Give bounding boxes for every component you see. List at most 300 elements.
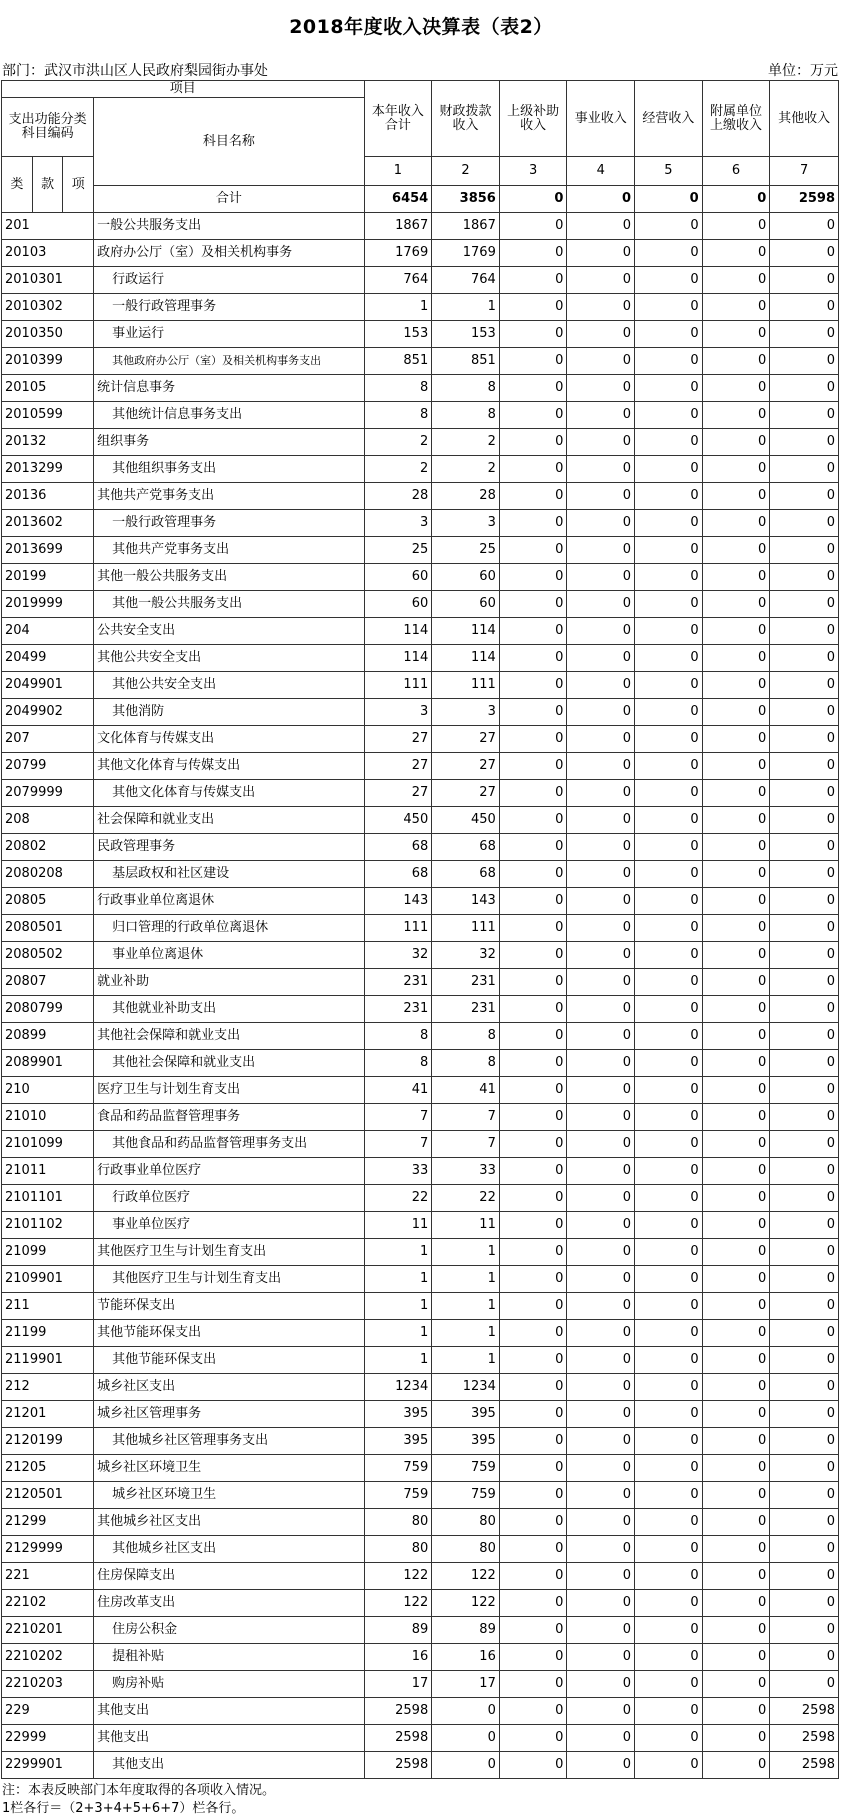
row-name: 事业运行 xyxy=(94,321,364,348)
row-value: 0 xyxy=(635,672,703,699)
table-row xyxy=(2,1536,839,1563)
row-value: 0 xyxy=(567,1482,635,1509)
row-value: 759 xyxy=(364,1482,432,1509)
row-value: 0 xyxy=(635,1293,703,1320)
row-code: 2080799 xyxy=(2,996,94,1023)
row-code: 208 xyxy=(2,807,94,834)
row-value: 231 xyxy=(432,996,500,1023)
row-code: 21010 xyxy=(2,1104,94,1131)
row-value: 0 xyxy=(567,321,635,348)
row-value: 0 xyxy=(499,1185,567,1212)
row-value: 0 xyxy=(635,240,703,267)
row-value: 0 xyxy=(567,537,635,564)
row-value: 0 xyxy=(499,348,567,375)
row-name: 归口管理的行政单位离退休 xyxy=(94,915,364,942)
row-value: 764 xyxy=(364,267,432,294)
row-value: 80 xyxy=(432,1536,500,1563)
row-value: 0 xyxy=(770,483,839,510)
row-value: 0 xyxy=(635,834,703,861)
row-value: 0 xyxy=(702,1347,770,1374)
row-name: 其他社会保障和就业支出 xyxy=(94,1050,364,1077)
row-value: 0 xyxy=(635,537,703,564)
row-value: 0 xyxy=(432,1725,500,1752)
total-value: 0 xyxy=(567,186,635,213)
row-value: 0 xyxy=(499,618,567,645)
table-row xyxy=(2,1347,839,1374)
row-value: 0 xyxy=(702,1104,770,1131)
row-value: 0 xyxy=(635,1320,703,1347)
table-row xyxy=(2,618,839,645)
row-value: 0 xyxy=(702,969,770,996)
row-name: 其他共产党事务支出 xyxy=(94,483,364,510)
row-name: 提租补贴 xyxy=(94,1644,364,1671)
row-value: 0 xyxy=(499,834,567,861)
table-row xyxy=(2,645,839,672)
row-value: 8 xyxy=(432,402,500,429)
row-name: 行政运行 xyxy=(94,267,364,294)
row-value: 0 xyxy=(770,1158,839,1185)
row-value: 0 xyxy=(499,267,567,294)
row-name: 节能环保支出 xyxy=(94,1293,364,1320)
row-value: 1867 xyxy=(364,213,432,240)
row-value: 0 xyxy=(702,1644,770,1671)
row-value: 0 xyxy=(499,321,567,348)
row-value: 7 xyxy=(364,1131,432,1158)
row-value: 27 xyxy=(432,726,500,753)
table-row xyxy=(2,321,839,348)
header-row-item xyxy=(2,81,839,98)
row-value: 0 xyxy=(567,1617,635,1644)
row-value: 0 xyxy=(635,321,703,348)
row-value: 0 xyxy=(499,294,567,321)
row-code: 20805 xyxy=(2,888,94,915)
row-value: 0 xyxy=(635,456,703,483)
total-value: 3856 xyxy=(432,186,500,213)
table-row xyxy=(2,1725,839,1752)
row-value: 2598 xyxy=(770,1698,839,1725)
row-value: 0 xyxy=(567,1239,635,1266)
row-value: 0 xyxy=(499,996,567,1023)
row-value: 0 xyxy=(770,1536,839,1563)
table-row xyxy=(2,1671,839,1698)
table-row xyxy=(2,1320,839,1347)
row-value: 122 xyxy=(364,1590,432,1617)
row-code: 20105 xyxy=(2,375,94,402)
row-value: 0 xyxy=(499,1536,567,1563)
row-value: 114 xyxy=(432,618,500,645)
header-col-number: 5 xyxy=(635,157,703,186)
row-code: 20136 xyxy=(2,483,94,510)
row-value: 1 xyxy=(364,1266,432,1293)
row-code: 21199 xyxy=(2,1320,94,1347)
row-value: 0 xyxy=(702,1293,770,1320)
row-value: 0 xyxy=(702,1671,770,1698)
row-code: 221 xyxy=(2,1563,94,1590)
row-value: 0 xyxy=(635,618,703,645)
row-value: 11 xyxy=(432,1212,500,1239)
row-value: 0 xyxy=(702,267,770,294)
row-value: 0 xyxy=(499,537,567,564)
row-value: 0 xyxy=(635,1455,703,1482)
row-name: 公共安全支出 xyxy=(94,618,364,645)
row-value: 0 xyxy=(635,1239,703,1266)
table-row xyxy=(2,1752,839,1779)
row-value: 0 xyxy=(567,834,635,861)
row-value: 7 xyxy=(432,1131,500,1158)
row-code: 2120199 xyxy=(2,1428,94,1455)
row-value: 114 xyxy=(432,645,500,672)
row-value: 0 xyxy=(567,564,635,591)
row-value: 0 xyxy=(499,1752,567,1779)
table-row xyxy=(2,1401,839,1428)
row-value: 0 xyxy=(499,1401,567,1428)
header-col-4: 事业收入 xyxy=(567,81,635,157)
row-value: 0 xyxy=(635,726,703,753)
row-value: 68 xyxy=(364,834,432,861)
row-value: 0 xyxy=(770,1401,839,1428)
row-value: 0 xyxy=(702,1428,770,1455)
row-value: 0 xyxy=(635,1590,703,1617)
row-value: 395 xyxy=(364,1401,432,1428)
row-value: 0 xyxy=(770,267,839,294)
row-value: 0 xyxy=(499,1023,567,1050)
row-value: 0 xyxy=(567,1752,635,1779)
row-value: 0 xyxy=(702,1401,770,1428)
row-value: 0 xyxy=(499,1293,567,1320)
row-value: 17 xyxy=(432,1671,500,1698)
row-value: 2598 xyxy=(770,1725,839,1752)
row-value: 0 xyxy=(567,1590,635,1617)
row-value: 0 xyxy=(567,1644,635,1671)
row-value: 0 xyxy=(702,726,770,753)
row-value: 0 xyxy=(499,1563,567,1590)
row-value: 32 xyxy=(432,942,500,969)
row-value: 122 xyxy=(364,1563,432,1590)
row-value: 0 xyxy=(499,1347,567,1374)
row-value: 0 xyxy=(635,699,703,726)
row-code: 2210202 xyxy=(2,1644,94,1671)
row-value: 25 xyxy=(432,537,500,564)
row-value: 111 xyxy=(364,672,432,699)
total-value: 0 xyxy=(635,186,703,213)
row-value: 0 xyxy=(770,834,839,861)
row-value: 0 xyxy=(770,456,839,483)
row-name: 其他公共安全支出 xyxy=(94,672,364,699)
row-value: 0 xyxy=(770,213,839,240)
row-value: 0 xyxy=(567,429,635,456)
row-value: 0 xyxy=(702,1131,770,1158)
row-value: 0 xyxy=(567,1428,635,1455)
row-value: 0 xyxy=(702,1077,770,1104)
row-code: 212 xyxy=(2,1374,94,1401)
row-value: 1 xyxy=(364,1293,432,1320)
row-value: 0 xyxy=(567,1671,635,1698)
row-value: 28 xyxy=(364,483,432,510)
row-value: 111 xyxy=(432,915,500,942)
row-value: 2 xyxy=(364,456,432,483)
row-value: 0 xyxy=(702,1455,770,1482)
row-code: 2089901 xyxy=(2,1050,94,1077)
row-value: 1 xyxy=(364,1347,432,1374)
row-value: 0 xyxy=(635,807,703,834)
table-row xyxy=(2,1212,839,1239)
row-value: 0 xyxy=(702,1509,770,1536)
row-value: 0 xyxy=(702,834,770,861)
row-name: 城乡社区管理事务 xyxy=(94,1401,364,1428)
header-col-1: 本年收入合计 xyxy=(364,81,432,157)
row-value: 231 xyxy=(364,969,432,996)
row-value: 0 xyxy=(567,1509,635,1536)
row-value: 0 xyxy=(635,942,703,969)
row-value: 0 xyxy=(635,1725,703,1752)
table-row xyxy=(2,1563,839,1590)
row-value: 0 xyxy=(635,1428,703,1455)
row-value: 450 xyxy=(432,807,500,834)
row-name: 其他文化体育与传媒支出 xyxy=(94,753,364,780)
row-value: 0 xyxy=(635,1563,703,1590)
row-value: 0 xyxy=(567,1725,635,1752)
row-value: 0 xyxy=(635,888,703,915)
row-value: 0 xyxy=(702,1212,770,1239)
row-name: 其他政府办公厅（室）及相关机构事务支出 xyxy=(94,348,364,375)
row-value: 0 xyxy=(702,456,770,483)
row-code: 2079999 xyxy=(2,780,94,807)
total-row xyxy=(2,186,839,213)
row-name: 住房改革支出 xyxy=(94,1590,364,1617)
row-value: 0 xyxy=(499,807,567,834)
row-name: 其他医疗卫生与计划生育支出 xyxy=(94,1239,364,1266)
row-value: 0 xyxy=(702,429,770,456)
row-value: 0 xyxy=(702,483,770,510)
row-code: 2080502 xyxy=(2,942,94,969)
header-col-6: 附属单位上缴收入 xyxy=(702,81,770,157)
row-value: 0 xyxy=(770,780,839,807)
row-value: 0 xyxy=(770,888,839,915)
header-lei: 类 xyxy=(2,157,33,213)
header-col-number: 6 xyxy=(702,157,770,186)
row-value: 80 xyxy=(432,1509,500,1536)
row-value: 0 xyxy=(770,510,839,537)
row-code: 2109901 xyxy=(2,1266,94,1293)
row-code: 20199 xyxy=(2,564,94,591)
row-value: 851 xyxy=(432,348,500,375)
table-row xyxy=(2,1482,839,1509)
row-value: 0 xyxy=(567,996,635,1023)
row-value: 0 xyxy=(702,1374,770,1401)
row-value: 1 xyxy=(432,1266,500,1293)
row-value: 0 xyxy=(702,213,770,240)
row-value: 0 xyxy=(702,240,770,267)
row-value: 0 xyxy=(770,1239,839,1266)
row-value: 0 xyxy=(635,1158,703,1185)
row-value: 0 xyxy=(499,1077,567,1104)
row-value: 851 xyxy=(364,348,432,375)
table-row xyxy=(2,1266,839,1293)
row-value: 27 xyxy=(364,726,432,753)
row-value: 0 xyxy=(770,618,839,645)
row-value: 0 xyxy=(635,915,703,942)
row-value: 0 xyxy=(770,564,839,591)
row-value: 153 xyxy=(364,321,432,348)
row-code: 207 xyxy=(2,726,94,753)
row-value: 0 xyxy=(567,888,635,915)
row-value: 0 xyxy=(635,1212,703,1239)
row-value: 0 xyxy=(567,1104,635,1131)
row-value: 0 xyxy=(770,537,839,564)
row-value: 33 xyxy=(432,1158,500,1185)
row-value: 0 xyxy=(770,915,839,942)
row-value: 0 xyxy=(635,1644,703,1671)
row-name: 其他文化体育与传媒支出 xyxy=(94,780,364,807)
header-col-number: 1 xyxy=(364,157,432,186)
row-code: 2210203 xyxy=(2,1671,94,1698)
table-row xyxy=(2,861,839,888)
table-row xyxy=(2,1644,839,1671)
row-value: 0 xyxy=(770,1293,839,1320)
row-value: 0 xyxy=(635,402,703,429)
table-row xyxy=(2,969,839,996)
row-code: 2120501 xyxy=(2,1482,94,1509)
row-value: 8 xyxy=(364,402,432,429)
row-value: 0 xyxy=(499,1725,567,1752)
row-name: 组织事务 xyxy=(94,429,364,456)
table-row xyxy=(2,942,839,969)
table-row xyxy=(2,1158,839,1185)
row-value: 33 xyxy=(364,1158,432,1185)
row-code: 21299 xyxy=(2,1509,94,1536)
row-value: 3 xyxy=(432,510,500,537)
row-value: 0 xyxy=(702,780,770,807)
row-value: 0 xyxy=(702,564,770,591)
row-value: 17 xyxy=(364,1671,432,1698)
row-value: 450 xyxy=(364,807,432,834)
table-row xyxy=(2,753,839,780)
row-value: 1 xyxy=(432,294,500,321)
row-value: 0 xyxy=(499,1455,567,1482)
row-value: 0 xyxy=(635,591,703,618)
table-row xyxy=(2,780,839,807)
row-name: 其他城乡社区支出 xyxy=(94,1509,364,1536)
row-name: 其他公共安全支出 xyxy=(94,645,364,672)
row-value: 0 xyxy=(635,1077,703,1104)
row-value: 0 xyxy=(567,861,635,888)
row-name: 医疗卫生与计划生育支出 xyxy=(94,1077,364,1104)
row-value: 2598 xyxy=(364,1752,432,1779)
row-value: 0 xyxy=(702,321,770,348)
row-name: 其他支出 xyxy=(94,1698,364,1725)
row-value: 0 xyxy=(770,1455,839,1482)
row-value: 0 xyxy=(702,1536,770,1563)
row-value: 0 xyxy=(770,1266,839,1293)
row-value: 0 xyxy=(499,591,567,618)
row-value: 1 xyxy=(432,1347,500,1374)
row-value: 0 xyxy=(702,753,770,780)
row-value: 1769 xyxy=(432,240,500,267)
row-name: 基层政权和社区建设 xyxy=(94,861,364,888)
row-value: 1 xyxy=(364,1320,432,1347)
row-value: 0 xyxy=(702,1320,770,1347)
row-value: 0 xyxy=(567,645,635,672)
row-value: 1 xyxy=(432,1320,500,1347)
row-value: 0 xyxy=(635,1131,703,1158)
table-row xyxy=(2,726,839,753)
table-row xyxy=(2,294,839,321)
row-code: 2080208 xyxy=(2,861,94,888)
row-code: 20499 xyxy=(2,645,94,672)
row-value: 0 xyxy=(635,1266,703,1293)
row-value: 0 xyxy=(567,1077,635,1104)
row-value: 0 xyxy=(499,1698,567,1725)
row-code: 229 xyxy=(2,1698,94,1725)
row-code: 2010399 xyxy=(2,348,94,375)
row-value: 0 xyxy=(635,1050,703,1077)
row-name: 政府办公厅（室）及相关机构事务 xyxy=(94,240,364,267)
row-value: 8 xyxy=(432,375,500,402)
row-value: 0 xyxy=(499,483,567,510)
table-row xyxy=(2,834,839,861)
row-value: 0 xyxy=(770,1509,839,1536)
row-value: 0 xyxy=(702,510,770,537)
row-value: 759 xyxy=(432,1455,500,1482)
header-col-5: 经营收入 xyxy=(635,81,703,157)
row-value: 32 xyxy=(364,942,432,969)
row-value: 0 xyxy=(702,1752,770,1779)
row-value: 60 xyxy=(432,591,500,618)
row-value: 0 xyxy=(499,1590,567,1617)
table-row xyxy=(2,1239,839,1266)
row-code: 2010302 xyxy=(2,294,94,321)
table-row xyxy=(2,1104,839,1131)
row-value: 0 xyxy=(770,375,839,402)
row-name: 统计信息事务 xyxy=(94,375,364,402)
row-value: 0 xyxy=(499,888,567,915)
table-row xyxy=(2,1428,839,1455)
row-value: 0 xyxy=(635,1482,703,1509)
row-value: 0 xyxy=(770,726,839,753)
row-value: 0 xyxy=(702,861,770,888)
row-value: 1234 xyxy=(432,1374,500,1401)
row-value: 0 xyxy=(567,240,635,267)
row-value: 0 xyxy=(770,321,839,348)
total-value: 6454 xyxy=(364,186,432,213)
row-value: 0 xyxy=(499,1644,567,1671)
row-name: 其他组织事务支出 xyxy=(94,456,364,483)
row-value: 1769 xyxy=(364,240,432,267)
row-value: 0 xyxy=(567,1023,635,1050)
row-code: 2101102 xyxy=(2,1212,94,1239)
table-row xyxy=(2,483,839,510)
table-row xyxy=(2,591,839,618)
row-value: 0 xyxy=(432,1698,500,1725)
row-value: 0 xyxy=(770,591,839,618)
row-value: 0 xyxy=(499,969,567,996)
row-value: 0 xyxy=(702,348,770,375)
row-value: 0 xyxy=(499,1239,567,1266)
table-row xyxy=(2,1131,839,1158)
row-value: 0 xyxy=(635,429,703,456)
row-value: 0 xyxy=(567,969,635,996)
row-name: 其他节能环保支出 xyxy=(94,1320,364,1347)
row-value: 0 xyxy=(770,1671,839,1698)
total-value: 2598 xyxy=(770,186,839,213)
row-value: 0 xyxy=(567,942,635,969)
table-row xyxy=(2,807,839,834)
row-value: 0 xyxy=(770,429,839,456)
row-value: 764 xyxy=(432,267,500,294)
row-code: 21099 xyxy=(2,1239,94,1266)
row-code: 22999 xyxy=(2,1725,94,1752)
row-value: 0 xyxy=(770,1563,839,1590)
